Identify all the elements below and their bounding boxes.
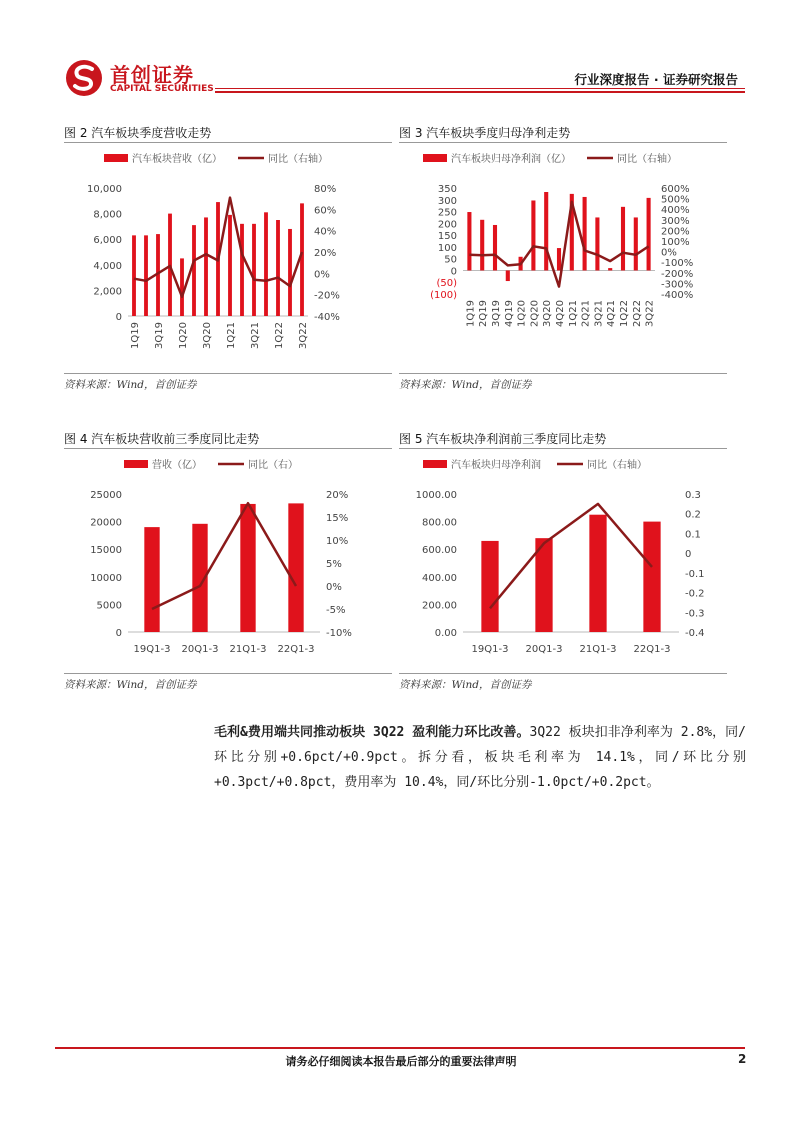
legend-bar-label: 汽车板块归母净利润（亿） xyxy=(451,154,571,165)
y-right-tick-label: 300% xyxy=(661,215,690,227)
figure-2-top-rule xyxy=(64,142,392,143)
y-left-tick-label: (100) xyxy=(430,290,457,301)
logo-chinese-name: 首创证券 xyxy=(110,63,194,87)
y-right-tick-label: 5% xyxy=(326,559,342,570)
y-right-tick-label: 0.1 xyxy=(685,529,701,541)
bar-3Q21 xyxy=(595,217,599,270)
y-right-tick-label: 0.3 xyxy=(685,490,701,501)
y-left-tick-label: 2,000 xyxy=(93,286,122,298)
figure-3-chart xyxy=(399,146,727,368)
figure-3-source: 资料来源：Wind，首创证券 xyxy=(399,379,532,391)
footer-divider xyxy=(55,1047,745,1049)
y-left-tick-label: 200 xyxy=(437,219,457,231)
y-left-tick-label: 200.00 xyxy=(422,600,457,612)
bar-3Q21 xyxy=(252,224,256,316)
y-right-tick-label: -100% xyxy=(661,258,694,270)
bar-3Q19 xyxy=(493,225,497,270)
y-left-tick-label: 10,000 xyxy=(87,184,122,195)
bar-2Q19 xyxy=(144,235,148,316)
legend-bar-swatch xyxy=(423,460,447,468)
bar-2Q20 xyxy=(531,200,535,270)
y-right-tick-label: 60% xyxy=(314,205,337,217)
figure-5-top-rule xyxy=(399,448,727,449)
y-left-tick-label: (50) xyxy=(436,278,457,290)
yoy-line xyxy=(152,503,296,609)
paragraph-lead: 毛利&费用端共同推动板块 3Q22 盈利能力环比改善。 xyxy=(214,725,530,740)
report-type-label: 行业深度报告 · 证券研究报告 xyxy=(574,72,738,87)
bar-3Q20 xyxy=(204,217,208,316)
bar-4Q21 xyxy=(264,212,268,316)
figure-2-bottom-rule xyxy=(64,373,392,374)
bar-2Q22 xyxy=(288,229,292,316)
x-tick-label: 20Q1-3 xyxy=(181,644,219,655)
x-tick-label: 3Q22 xyxy=(644,300,656,327)
y-right-tick-label: 100% xyxy=(661,237,690,248)
y-left-tick-label: 1000.00 xyxy=(415,490,457,501)
x-tick-label: 4Q20 xyxy=(555,300,566,327)
y-left-tick-label: 300 xyxy=(437,195,457,207)
y-left-tick-label: 6,000 xyxy=(93,235,122,247)
y-right-tick-label: 0% xyxy=(661,247,677,259)
x-tick-label: 19Q1-3 xyxy=(471,644,509,655)
y-right-tick-label: 500% xyxy=(661,194,690,206)
x-tick-label: 3Q21 xyxy=(593,300,605,327)
y-right-tick-label: -10% xyxy=(326,628,352,639)
figure-5-chart xyxy=(399,452,727,670)
y-right-tick-label: 0.2 xyxy=(685,509,701,521)
y-right-tick-label: -40% xyxy=(314,312,340,323)
y-right-tick-label: 0 xyxy=(685,549,692,561)
y-right-tick-label: -400% xyxy=(661,290,694,301)
y-left-tick-label: 0 xyxy=(115,628,122,639)
x-tick-label: 2Q22 xyxy=(631,300,643,327)
x-tick-label: 1Q20 xyxy=(516,300,528,327)
bar-19Q1-3 xyxy=(481,541,498,632)
y-left-tick-label: 25000 xyxy=(90,490,122,501)
y-right-tick-label: 80% xyxy=(314,184,337,195)
y-right-tick-label: -0.2 xyxy=(685,588,705,600)
yoy-line xyxy=(490,504,652,608)
y-left-tick-label: 350 xyxy=(437,184,457,195)
x-tick-label: 21Q1-3 xyxy=(229,644,267,655)
y-right-tick-label: -0.4 xyxy=(685,628,705,639)
bar-2Q19 xyxy=(480,220,484,271)
y-left-tick-label: 100 xyxy=(437,242,457,254)
y-right-tick-label: -300% xyxy=(661,279,694,291)
bar-4Q19 xyxy=(506,270,510,281)
bar-22Q1-3 xyxy=(288,503,303,632)
y-right-tick-label: 0% xyxy=(314,269,330,281)
bar-2Q20 xyxy=(192,225,196,316)
y-right-tick-label: -0.1 xyxy=(685,568,705,580)
x-tick-label: 22Q1-3 xyxy=(277,644,315,655)
figure-2-chart xyxy=(64,146,392,368)
y-right-tick-label: 15% xyxy=(326,513,349,524)
y-left-tick-label: 5000 xyxy=(96,600,122,612)
paragraph-body: 3Q22 板块扣非净利率为 2.8%，同/环比分别+0.6pct/+0.9pct。拆分看，板块毛利率为 14.1%，同/环比分别+0.3pct/+0.8pct，费用率为 10.4%，同/环比分别-1.0pct/+0.2pct。 xyxy=(214,725,746,790)
x-tick-label: 3Q19 xyxy=(491,300,502,327)
figure-3-top-rule xyxy=(399,142,727,143)
x-tick-label: 2Q19 xyxy=(478,300,490,327)
y-right-tick-label: 400% xyxy=(661,205,690,217)
legend-bar-swatch xyxy=(423,154,447,162)
bar-21Q1-3 xyxy=(589,515,606,632)
y-left-tick-label: 800.00 xyxy=(422,517,457,529)
x-tick-label: 2Q20 xyxy=(529,300,541,327)
x-tick-label: 4Q19 xyxy=(503,300,515,327)
legend-line-label: 同比（右） xyxy=(248,460,298,471)
bar-2Q22 xyxy=(634,217,638,270)
page-number: 2 xyxy=(738,1052,747,1066)
legend-line-label: 同比（右轴） xyxy=(268,154,328,165)
x-tick-label: 19Q1-3 xyxy=(133,644,171,655)
legal-disclaimer: 请务必仔细阅读本报告最后部分的重要法律声明 xyxy=(285,1055,517,1068)
y-left-tick-label: 250 xyxy=(437,207,457,219)
x-tick-label: 1Q21 xyxy=(567,300,579,327)
logo-english-name: CAPITAL SECURITIES xyxy=(110,84,214,94)
figure-4-chart xyxy=(64,452,392,670)
bar-1Q20 xyxy=(180,258,184,316)
y-left-tick-label: 8,000 xyxy=(93,209,122,221)
bar-22Q1-3 xyxy=(643,522,660,632)
x-tick-label: 4Q21 xyxy=(606,300,618,327)
y-left-tick-label: 15000 xyxy=(90,545,122,557)
bar-19Q1-3 xyxy=(144,527,159,632)
x-tick-label: 1Q19 xyxy=(465,300,477,327)
x-tick-label: 3Q22 xyxy=(298,322,309,349)
y-right-tick-label: -0.3 xyxy=(685,608,705,620)
x-tick-label: 20Q1-3 xyxy=(525,644,563,655)
legend-bar-swatch xyxy=(104,154,128,162)
x-tick-label: 21Q1-3 xyxy=(579,644,617,655)
figure-5-title: 图 5 汽车板块净利润前三季度同比走势 xyxy=(399,432,607,446)
figure-2-source: 资料来源：Wind，首创证券 xyxy=(64,379,197,391)
x-tick-label: 3Q20 xyxy=(202,322,213,349)
x-tick-label: 3Q21 xyxy=(250,322,261,349)
bar-3Q22 xyxy=(647,198,651,271)
x-tick-label: 22Q1-3 xyxy=(633,644,671,655)
y-left-tick-label: 0 xyxy=(115,312,122,323)
figure-4-top-rule xyxy=(64,448,392,449)
bar-1Q22 xyxy=(621,207,625,271)
legend-bar-label: 汽车板块营收（亿） xyxy=(132,154,222,165)
figure-4-bottom-rule xyxy=(64,673,392,674)
figure-4-source: 资料来源：Wind，首创证券 xyxy=(64,679,197,691)
figure-5-source: 资料来源：Wind，首创证券 xyxy=(399,679,532,691)
bar-1Q22 xyxy=(276,220,280,316)
legend-bar-label: 营收（亿） xyxy=(152,460,202,471)
figure-3-title: 图 3 汽车板块季度归母净利走势 xyxy=(399,126,571,140)
bar-21Q1-3 xyxy=(240,504,255,632)
y-left-tick-label: 150 xyxy=(437,231,457,243)
x-tick-label: 1Q22 xyxy=(619,300,630,327)
y-right-tick-label: -5% xyxy=(326,605,346,616)
bar-3Q20 xyxy=(544,192,548,270)
y-right-tick-label: 40% xyxy=(314,226,337,238)
analysis-paragraph xyxy=(214,720,746,795)
header-divider-thin xyxy=(215,88,745,89)
figure-2-title: 图 2 汽车板块季度营收走势 xyxy=(64,126,212,140)
x-tick-label: 1Q22 xyxy=(274,322,285,349)
y-right-tick-label: 0% xyxy=(326,582,342,593)
bar-2Q21 xyxy=(583,197,587,270)
y-right-tick-label: 20% xyxy=(326,490,349,501)
legend-bar-swatch xyxy=(124,460,148,468)
x-tick-label: 3Q20 xyxy=(542,300,554,327)
y-right-tick-label: 20% xyxy=(314,248,337,259)
y-left-tick-label: 20000 xyxy=(90,517,122,529)
x-tick-label: 1Q20 xyxy=(178,322,189,349)
header-divider-thick xyxy=(215,91,745,93)
y-left-tick-label: 0.00 xyxy=(434,628,457,639)
x-tick-label: 2Q21 xyxy=(580,300,592,327)
legend-line-label: 同比（右轴） xyxy=(587,460,647,471)
y-right-tick-label: -20% xyxy=(314,290,340,302)
bar-4Q20 xyxy=(557,248,561,270)
y-right-tick-label: 600% xyxy=(661,184,690,195)
figure-5-bottom-rule xyxy=(399,673,727,674)
figure-3-bottom-rule xyxy=(399,373,727,374)
y-right-tick-label: 200% xyxy=(661,226,690,238)
y-left-tick-label: 4,000 xyxy=(93,260,122,272)
x-tick-label: 1Q21 xyxy=(226,322,237,349)
x-tick-label: 3Q19 xyxy=(154,322,165,349)
bar-1Q19 xyxy=(132,235,136,316)
x-tick-label: 1Q19 xyxy=(130,322,141,349)
bar-4Q21 xyxy=(608,268,612,270)
bar-2Q21 xyxy=(240,224,244,316)
y-right-tick-label: -200% xyxy=(661,268,694,280)
bar-3Q22 xyxy=(300,203,304,316)
y-left-tick-label: 400.00 xyxy=(422,572,457,584)
legend-bar-label: 汽车板块归母净利润 xyxy=(451,460,541,471)
bar-1Q19 xyxy=(467,212,471,270)
figure-4-title: 图 4 汽车板块营收前三季度同比走势 xyxy=(64,432,260,446)
capital-securities-logo-icon xyxy=(64,58,104,98)
y-right-tick-label: 10% xyxy=(326,536,349,547)
legend-line-label: 同比（右轴） xyxy=(617,154,677,165)
y-left-tick-label: 50 xyxy=(444,254,457,266)
bar-1Q21 xyxy=(228,215,232,316)
y-left-tick-label: 10000 xyxy=(90,572,122,584)
y-left-tick-label: 0 xyxy=(450,266,457,278)
y-left-tick-label: 600.00 xyxy=(422,545,457,557)
